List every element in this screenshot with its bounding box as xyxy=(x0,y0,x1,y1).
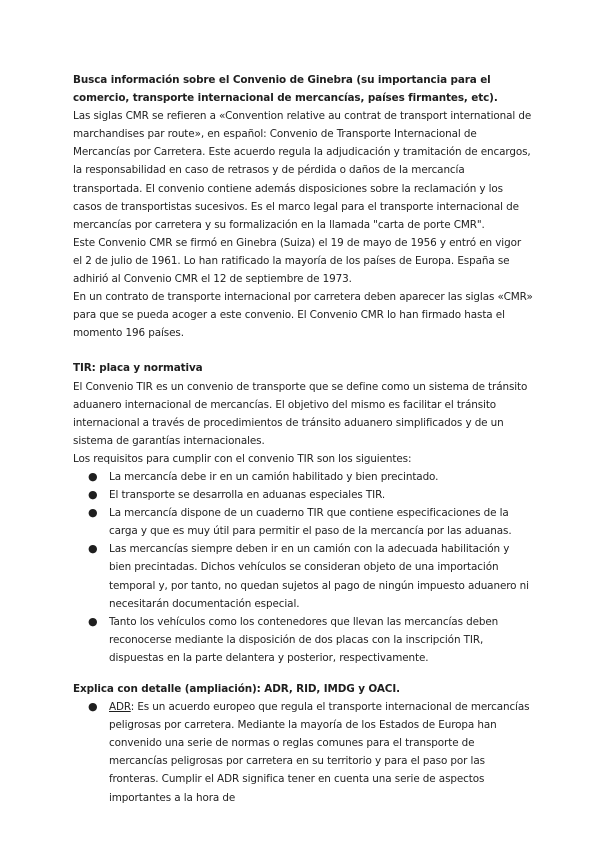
document-body xyxy=(73,71,533,807)
paragraph-cmr-definition: Las siglas CMR se refieren a «Convention relative au contrat de transport international de marchandises par route», en español: Convenio de Transporte Internacional de Mercancías por Carretera. Este acuerdo regula la adjudicación y tramitación de encargos, la responsabilidad en caso de retrasos y de pérdida o daños de la mercancía transportada. El convenio contiene además disposiciones sobre la reclamación y los casos de transportistas sucesivos. Es el marco legal para el transporte internacional de mercancías por carretera y su formalización en la llamada "carta de porte CMR". xyxy=(73,110,532,231)
list-item xyxy=(73,613,533,667)
bullet-icon: ● xyxy=(88,542,98,556)
transport-agreements-list xyxy=(73,698,533,807)
list-item-adr xyxy=(73,698,533,807)
list-item-text: Las mercancías siempre deben ir en un camión con la adecuada habilitación y bien precintadas. Dichos vehículos se consideran objeto de una importación temporal y, por tanto, no quedan sujetos al pago de ningún impuesto aduanero ni necesitarán documentación especial. xyxy=(109,543,529,610)
paragraph-tir-requirements-intro: Los requisitos para cumplir con el convenio TIR son los siguientes: xyxy=(73,452,412,465)
list-item xyxy=(73,504,533,540)
bullet-icon: ● xyxy=(88,700,98,714)
list-item xyxy=(73,468,533,486)
list-item-text: La mercancía dispone de un cuaderno TIR que contiene especificaciones de la carga y que es muy útil para permitir el paso de la mercancía por las aduanas. xyxy=(109,507,512,538)
spacer xyxy=(73,342,533,359)
tir-requirements-list xyxy=(73,468,533,667)
paragraph-cmr-signing: Este Convenio CMR se firmó en Ginebra (Suiza) el 19 de mayo de 1956 y entró en vigor el 2 de julio de 1961. Lo han ratificado la mayoría de los países de Europa. España se adhirió al Convenio CMR el 12 de septiembre de 1973. xyxy=(73,236,522,286)
list-item xyxy=(73,486,533,504)
question-geneva-convention: Busca información sobre el Convenio de Ginebra (su importancia para el comercio, transporte internacional de mercancías, países firmantes, etc). xyxy=(73,74,498,105)
list-item xyxy=(73,540,533,612)
list-item-text: La mercancía debe ir en un camión habilitado y bien precintado. xyxy=(109,470,439,483)
spacer xyxy=(73,667,533,680)
adr-description: : Es un acuerdo europeo que regula el transporte internacional de mercancías peligrosas por carretera. Mediante la mayoría de los Estados de Europa han convenido una serie de normas o reglas comunes para el transporte de mercancías peligrosas por carretera en su territorio y para el paso por las fronteras. Cumplir el ADR significa tener en cuenta una serie de aspectos importantes a la hora de xyxy=(109,701,530,804)
bullet-icon: ● xyxy=(88,614,98,628)
bullet-icon: ● xyxy=(88,506,98,520)
bullet-icon: ● xyxy=(88,469,98,483)
adr-label: ADR xyxy=(109,701,131,714)
paragraph-tir-definition: El Convenio TIR es un convenio de transporte que se define como un sistema de tránsito aduanero internacional de mercancías. El objetivo del mismo es facilitar el tránsito internacional a través de procedimientos de tránsito aduanero simplificados y de un sistema de garantías internacionales. xyxy=(73,380,528,447)
list-item-text: El transporte se desarrolla en aduanas especiales TIR. xyxy=(109,489,386,502)
list-item-text: Tanto los vehículos como los contenedores que llevan las mercancías deben reconocerse mediante la disposición de dos placas con la inscripción TIR, dispuestas en la parte delantera y posterior, respectivamente. xyxy=(109,615,499,664)
heading-tir: TIR: placa y normativa xyxy=(73,362,203,375)
heading-adr-rid-imdg-oaci: Explica con detalle (ampliación): ADR, RID, IMDG y OACI. xyxy=(73,683,400,695)
bullet-icon: ● xyxy=(88,488,98,502)
paragraph-cmr-contract: En un contrato de transporte internacional por carretera deben aparecer las siglas «CMR» para que se pueda acoger a este convenio. El Convenio CMR lo han firmado hasta el momento 196 países. xyxy=(73,291,533,340)
